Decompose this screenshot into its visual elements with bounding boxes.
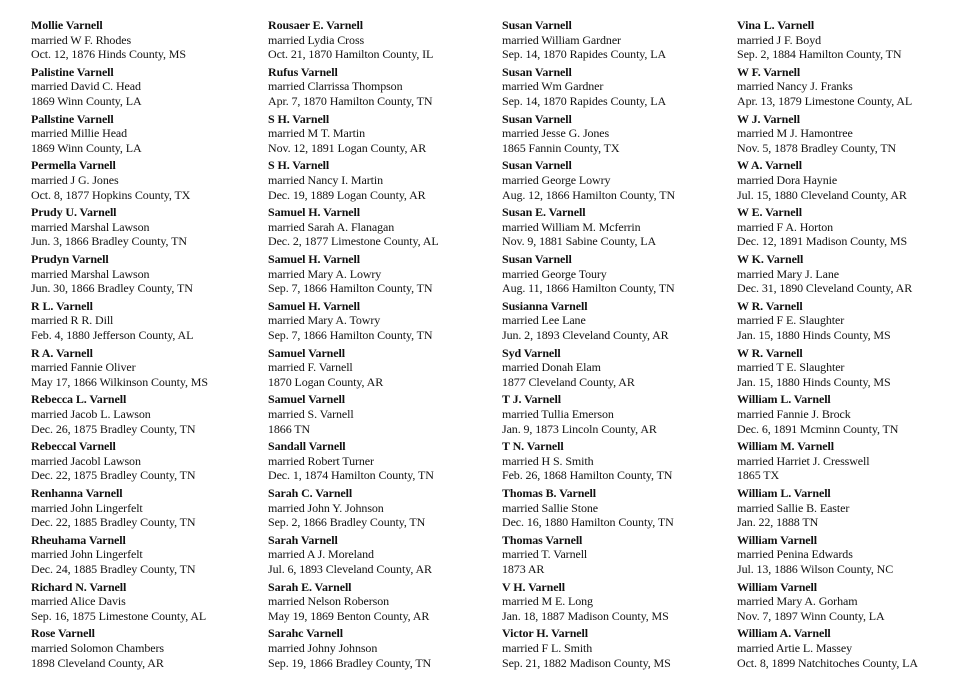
record-spouse: married F A. Horton [737, 219, 834, 234]
record-name: Prudy U. Varnell [31, 205, 117, 220]
record-spouse: married Sarah A. Flanagan [268, 219, 395, 234]
record-name: William L. Varnell [737, 392, 831, 407]
record-spouse: married Sallie B. Easter [737, 500, 850, 515]
record-name: Samuel H. Varnell [268, 205, 360, 220]
marriage-record [502, 346, 732, 393]
record-name: William Varnell [737, 532, 817, 547]
record-name: Prudyn Varnell [31, 251, 109, 266]
record-date-place: 1870 Logan County, AR [268, 374, 384, 389]
record-spouse: married William M. Mcferrin [502, 219, 641, 234]
record-date-place: Jun. 2, 1893 Cleveland County, AR [502, 327, 669, 342]
record-date-place: Dec. 19, 1889 Logan County, AR [268, 187, 426, 202]
record-date-place: Jan. 18, 1887 Madison County, MS [502, 608, 669, 623]
record-spouse: married Donah Elam [502, 360, 601, 375]
record-date-place: 1898 Cleveland County, AR [31, 655, 164, 670]
record-name: Samuel Varnell [268, 392, 345, 407]
record-spouse: married Wm Gardner [502, 79, 604, 94]
record-date-place: Sep. 2, 1884 Hamilton County, TN [737, 47, 902, 62]
record-spouse: married J F. Boyd [737, 32, 821, 47]
column-1 [31, 18, 256, 673]
record-spouse: married Johny Johnson [268, 640, 378, 655]
marriage-record [502, 205, 732, 252]
record-name: Thomas B. Varnell [502, 485, 596, 500]
record-name: T J. Varnell [502, 392, 561, 407]
marriage-record [737, 205, 973, 252]
record-date-place: Jan. 22, 1888 TN [737, 515, 819, 530]
record-spouse: married Mary A. Towry [268, 313, 381, 328]
record-name: Syd Varnell [502, 345, 561, 360]
record-name: Sarah Varnell [268, 532, 338, 547]
marriage-record [268, 533, 496, 580]
record-date-place: Sep. 21, 1882 Madison County, MS [502, 655, 671, 670]
record-name: Palistine Varnell [31, 64, 114, 79]
record-date-place: 1877 Cleveland County, AR [502, 374, 635, 389]
record-date-place: Jul. 6, 1893 Cleveland County, AR [268, 561, 432, 576]
record-spouse: married John Lingerfelt [31, 500, 143, 515]
record-spouse: married David C. Head [31, 79, 141, 94]
record-name: Pallstine Varnell [31, 111, 114, 126]
record-name: Richard N. Varnell [31, 579, 127, 594]
record-name: Susan Varnell [502, 251, 572, 266]
marriage-record [268, 346, 496, 393]
marriage-record [502, 533, 732, 580]
record-spouse: married T. Varnell [502, 547, 588, 562]
marriage-record [502, 626, 732, 673]
marriage-record [268, 439, 496, 486]
record-date-place: Apr. 7, 1870 Hamilton County, TN [268, 93, 433, 108]
marriage-record [31, 252, 256, 299]
record-name: W K. Varnell [737, 251, 804, 266]
record-spouse: married A J. Moreland [268, 547, 374, 562]
record-name: W R. Varnell [737, 298, 803, 313]
record-date-place: Sep. 14, 1870 Rapides County, LA [502, 47, 667, 62]
record-spouse: married F. Varnell [268, 360, 353, 375]
record-name: Rebecca L. Varnell [31, 392, 127, 407]
record-name: Rebeccal Varnell [31, 439, 116, 454]
marriage-record [268, 205, 496, 252]
marriage-record [737, 392, 973, 439]
record-date-place: Dec. 26, 1875 Bradley County, TN [31, 421, 196, 436]
record-date-place: Dec. 22, 1875 Bradley County, TN [31, 468, 196, 483]
column-2 [268, 18, 496, 673]
record-date-place: 1873 AR [502, 561, 545, 576]
marriage-record [31, 18, 256, 65]
record-name: Rousaer E. Varnell [268, 18, 363, 32]
marriage-record [268, 486, 496, 533]
record-date-place: Oct. 8, 1877 Hopkins County, TX [31, 187, 191, 202]
record-spouse: married George Toury [502, 266, 607, 281]
record-spouse: married Mary A. Lowry [268, 266, 382, 281]
marriage-record [268, 299, 496, 346]
record-name: William Varnell [737, 579, 817, 594]
marriage-record [502, 299, 732, 346]
record-spouse: married William Gardner [502, 32, 621, 47]
record-spouse: married Artie L. Massey [737, 640, 852, 655]
marriage-record [737, 626, 973, 673]
record-spouse: married Mary A. Gorham [737, 594, 858, 609]
record-name: Vina L. Varnell [737, 18, 815, 32]
marriage-record [31, 580, 256, 627]
record-date-place: Apr. 13, 1879 Limestone County, AL [737, 93, 913, 108]
record-date-place: Dec. 12, 1891 Madison County, MS [737, 234, 908, 249]
record-name: Renhanna Varnell [31, 485, 123, 500]
marriage-record [31, 626, 256, 673]
record-spouse: married Mary J. Lane [737, 266, 839, 281]
record-spouse: married Penina Edwards [737, 547, 853, 562]
record-name: Samuel Varnell [268, 345, 345, 360]
record-spouse: married M J. Hamontree [737, 126, 853, 141]
record-date-place: Sep. 19, 1866 Bradley County, TN [268, 655, 432, 670]
record-date-place: Nov. 5, 1878 Bradley County, TN [737, 140, 897, 155]
record-date-place: Dec. 24, 1885 Bradley County, TN [31, 561, 196, 576]
record-date-place: Jan. 15, 1880 Hinds County, MS [737, 374, 891, 389]
marriage-record [31, 112, 256, 159]
record-date-place: Nov. 9, 1881 Sabine County, LA [502, 234, 657, 249]
record-date-place: Sep. 16, 1875 Limestone County, AL [31, 608, 207, 623]
record-date-place: Feb. 4, 1880 Jefferson County, AL [31, 327, 194, 342]
marriage-record [502, 252, 732, 299]
marriage-record [268, 158, 496, 205]
record-date-place: Sep. 7, 1866 Hamilton County, TN [268, 327, 433, 342]
marriage-record [737, 486, 973, 533]
record-spouse: married Dora Haynie [737, 172, 838, 187]
record-spouse: married S. Varnell [268, 406, 354, 421]
marriage-record [737, 580, 973, 627]
record-date-place: May 19, 1869 Benton County, AR [268, 608, 430, 623]
record-name: Rose Varnell [31, 626, 95, 641]
record-name: W J. Varnell [737, 111, 800, 126]
record-name: Sandall Varnell [268, 439, 346, 454]
record-date-place: 1865 TX [737, 468, 780, 483]
record-spouse: married Marshal Lawson [31, 266, 150, 281]
marriage-record [737, 533, 973, 580]
record-spouse: married Jesse G. Jones [502, 126, 610, 141]
record-name: Sarah C. Varnell [268, 485, 353, 500]
record-name: Sarahc Varnell [268, 626, 343, 641]
record-name: W R. Varnell [737, 345, 803, 360]
record-date-place: Aug. 12, 1866 Hamilton County, TN [502, 187, 676, 202]
record-name: Thomas Varnell [502, 532, 583, 547]
record-date-place: Sep. 2, 1866 Bradley County, TN [268, 515, 426, 530]
marriage-record [502, 112, 732, 159]
record-spouse: married Robert Turner [268, 453, 374, 468]
marriage-record [737, 439, 973, 486]
record-date-place: Sep. 7, 1866 Hamilton County, TN [268, 281, 433, 296]
record-name: William L. Varnell [737, 485, 831, 500]
record-date-place: Dec. 31, 1890 Cleveland County, AR [737, 281, 913, 296]
record-name: Rufus Varnell [268, 64, 338, 79]
marriage-record [268, 392, 496, 439]
record-date-place: Nov. 7, 1897 Winn County, LA [737, 608, 885, 623]
record-spouse: married R R. Dill [31, 313, 114, 328]
record-name: Susianna Varnell [502, 298, 588, 313]
marriage-record [502, 439, 732, 486]
record-date-place: 1869 Winn County, LA [31, 140, 142, 155]
record-spouse: married Clarrissa Thompson [268, 79, 403, 94]
record-spouse: married Sallie Stone [502, 500, 598, 515]
record-spouse: married W F. Rhodes [31, 32, 132, 47]
marriage-record [737, 65, 973, 112]
record-name: W A. Varnell [737, 158, 802, 173]
record-spouse: married John Y. Johnson [268, 500, 384, 515]
record-name: R A. Varnell [31, 345, 93, 360]
record-spouse: married J G. Jones [31, 172, 119, 187]
record-name: William M. Varnell [737, 439, 834, 454]
record-date-place: 1866 TN [268, 421, 311, 436]
marriage-record [31, 65, 256, 112]
record-spouse: married Tullia Emerson [502, 406, 614, 421]
record-date-place: May 17, 1866 Wilkinson County, MS [31, 374, 208, 389]
record-name: Susan Varnell [502, 18, 572, 32]
record-date-place: Dec. 2, 1877 Limestone County, AL [268, 234, 439, 249]
record-spouse: married Jacob L. Lawson [31, 406, 151, 421]
record-name: Sarah E. Varnell [268, 579, 352, 594]
record-name: Susan E. Varnell [502, 205, 586, 220]
record-spouse: married Harriet J. Cresswell [737, 453, 870, 468]
marriage-record [737, 18, 973, 65]
marriage-record [502, 158, 732, 205]
marriage-record [268, 580, 496, 627]
record-name: Samuel H. Varnell [268, 251, 360, 266]
record-name: William A. Varnell [737, 626, 831, 641]
record-name: V H. Varnell [502, 579, 565, 594]
record-spouse: married Lee Lane [502, 313, 586, 328]
record-date-place: 1865 Fannin County, TX [502, 140, 620, 155]
record-spouse: married Marshal Lawson [31, 219, 150, 234]
marriage-record [502, 392, 732, 439]
record-spouse: married M E. Long [502, 594, 593, 609]
record-spouse: married T E. Slaughter [737, 360, 845, 375]
record-date-place: 1869 Winn County, LA [31, 93, 142, 108]
record-date-place: Nov. 12, 1891 Logan County, AR [268, 140, 427, 155]
record-date-place: Dec. 6, 1891 Mcminn County, TN [737, 421, 899, 436]
marriage-record [31, 486, 256, 533]
record-name: Susan Varnell [502, 64, 572, 79]
record-spouse: married Alice Davis [31, 594, 126, 609]
record-name: R L. Varnell [31, 298, 93, 313]
record-name: Susan Varnell [502, 111, 572, 126]
marriage-record [268, 112, 496, 159]
marriage-record [268, 252, 496, 299]
marriage-record [737, 299, 973, 346]
record-date-place: Dec. 22, 1885 Bradley County, TN [31, 515, 196, 530]
record-date-place: Dec. 16, 1880 Hamilton County, TN [502, 515, 674, 530]
marriage-record [502, 486, 732, 533]
record-date-place: Jun. 3, 1866 Bradley County, TN [31, 234, 187, 249]
record-spouse: married Nancy I. Martin [268, 172, 383, 187]
record-spouse: married Fannie J. Brock [737, 406, 851, 421]
record-spouse: married M T. Martin [268, 126, 365, 141]
record-name: T N. Varnell [502, 439, 564, 454]
record-spouse: married F E. Slaughter [737, 313, 845, 328]
marriage-record [268, 18, 496, 65]
record-date-place: Jun. 30, 1866 Bradley County, TN [31, 281, 193, 296]
marriage-record [502, 65, 732, 112]
record-date-place: Jul. 15, 1880 Cleveland County, AR [737, 187, 907, 202]
marriage-record [31, 439, 256, 486]
record-spouse: married Nancy J. Franks [737, 79, 853, 94]
column-4 [737, 18, 973, 673]
record-name: Rheuhama Varnell [31, 532, 126, 547]
record-spouse: married Jacobl Lawson [31, 453, 141, 468]
record-spouse: married John Lingerfelt [31, 547, 143, 562]
marriage-record [502, 580, 732, 627]
marriage-record [737, 158, 973, 205]
record-spouse: married H S. Smith [502, 453, 594, 468]
record-name: S H. Varnell [268, 158, 330, 173]
record-date-place: Jan. 15, 1880 Hinds County, MS [737, 327, 891, 342]
record-date-place: Sep. 14, 1870 Rapides County, LA [502, 93, 667, 108]
record-name: W F. Varnell [737, 64, 801, 79]
record-date-place: Oct. 12, 1876 Hinds County, MS [31, 47, 186, 62]
record-spouse: married George Lowry [502, 172, 611, 187]
record-name: Samuel H. Varnell [268, 298, 360, 313]
record-spouse: married Solomon Chambers [31, 640, 164, 655]
record-date-place: Aug. 11, 1866 Hamilton County, TN [502, 281, 675, 296]
record-name: W E. Varnell [737, 205, 802, 220]
marriage-record [31, 158, 256, 205]
marriage-record [737, 112, 973, 159]
record-name: Permella Varnell [31, 158, 116, 173]
record-date-place: Jul. 13, 1886 Wilson County, NC [737, 561, 894, 576]
marriage-record [502, 18, 732, 65]
record-date-place: Feb. 26, 1868 Hamilton County, TN [502, 468, 673, 483]
record-name: S H. Varnell [268, 111, 330, 126]
record-name: Mollie Varnell [31, 18, 103, 32]
record-date-place: Jan. 9, 1873 Lincoln County, AR [502, 421, 657, 436]
record-name: Victor H. Varnell [502, 626, 588, 641]
record-spouse: married F L. Smith [502, 640, 593, 655]
marriage-record [31, 299, 256, 346]
record-name: Susan Varnell [502, 158, 572, 173]
record-date-place: Dec. 1, 1874 Hamilton County, TN [268, 468, 434, 483]
record-spouse: married Nelson Roberson [268, 594, 390, 609]
marriage-record [31, 392, 256, 439]
marriage-record [31, 533, 256, 580]
marriage-record [268, 626, 496, 673]
record-spouse: married Lydia Cross [268, 32, 365, 47]
record-spouse: married Millie Head [31, 126, 128, 141]
column-3 [502, 18, 732, 673]
marriage-record [737, 252, 973, 299]
marriage-record [31, 205, 256, 252]
marriage-record [31, 346, 256, 393]
record-spouse: married Fannie Oliver [31, 360, 136, 375]
record-date-place: Oct. 8, 1899 Natchitoches County, LA [737, 655, 918, 670]
marriage-record [737, 346, 973, 393]
marriage-record [268, 65, 496, 112]
record-date-place: Oct. 21, 1870 Hamilton County, IL [268, 47, 434, 62]
